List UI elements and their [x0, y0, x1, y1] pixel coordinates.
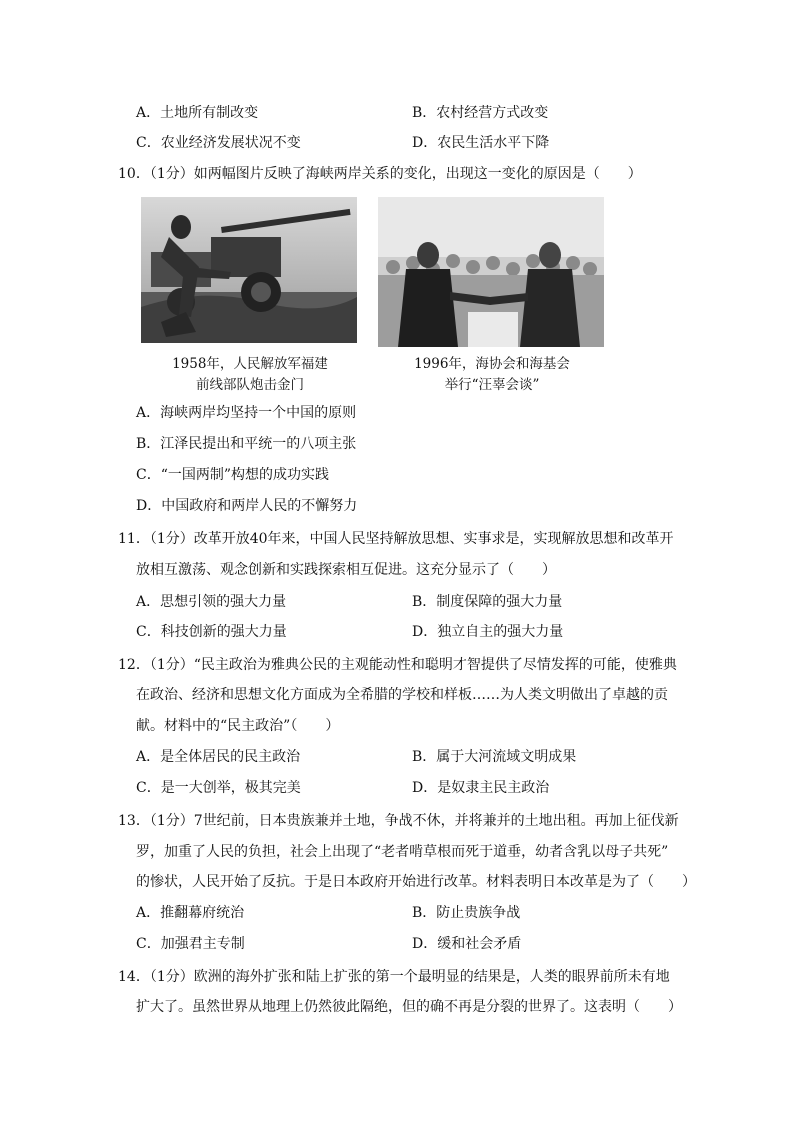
- caption-left: [160, 354, 340, 396]
- q10-option-d: D．中国政府和两岸人民的不懈努力: [136, 498, 358, 514]
- q12-stem-line-1: 12．（1分）“民主政治为雅典公民的主观能动性和聪明才智提供了尽情发挥的可能，使雅典: [118, 657, 677, 673]
- q10-stem: 10．（1分）如两幅图片反映了海峡两岸关系的变化，出现这一变化的原因是（ ）: [118, 166, 642, 182]
- caption-right: [402, 354, 582, 396]
- q14-stem-line-2: 扩大了。虽然世界从地理上仍然彼此隔绝，但的确不再是分裂的世界了。这表明（ ）: [136, 999, 682, 1015]
- q10-option-a: A．海峡两岸均坚持一个中国的原则: [136, 405, 357, 421]
- q9-option-a: A．土地所有制改变: [136, 105, 259, 121]
- q12-stem-line-2: 在政治、经济和思想文化方面成为全希腊的学校和样板……为人类文明做出了卓越的贡: [136, 687, 668, 703]
- caption-right-line-1: 1996年，海协会和海基会: [414, 356, 570, 372]
- q12-option-b: B．属于大河流域文明成果: [412, 749, 577, 765]
- q13-option-a: A．推翻幕府统治: [136, 905, 245, 921]
- q12-option-c: C．是一大创举，极其完美: [136, 780, 301, 796]
- q13-option-d: D．缓和社会矛盾: [412, 936, 522, 952]
- q9-option-b: B．农村经营方式改变: [412, 105, 549, 121]
- q11-option-a: A．思想引领的强大力量: [136, 594, 287, 610]
- caption-left-line-2: 前线部队炮击金门: [196, 377, 304, 393]
- q12-option-a: A．是全体居民的民主政治: [136, 749, 301, 765]
- q9-option-d: D．农民生活水平下降: [412, 135, 550, 151]
- q11-stem-line-2: 放相互激荡、观念创新和实践探索相互促进。这充分显示了（ ）: [136, 562, 556, 578]
- q13-option-c: C．加强君主专制: [136, 936, 245, 952]
- q14-stem-line-1: 14．（1分）欧洲的海外扩张和陆上扩张的第一个最明显的结果是，人类的眼界前所未有地: [118, 969, 670, 985]
- q12-stem-line-3: 献。材料中的“民主政治”（ ）: [136, 718, 340, 734]
- q11-option-c: C．科技创新的强大力量: [136, 624, 287, 640]
- photo-wang-koo-talks: [378, 197, 604, 347]
- caption-right-line-2: 举行“汪辜会谈”: [444, 377, 540, 393]
- q9-option-c: C．农业经济发展状况不变: [136, 135, 301, 151]
- q11-stem-line-1: 11．（1分）改革开放40年来，中国人民坚持解放思想、实事求是，实现解放思想和改革开: [118, 531, 674, 547]
- q12-option-d: D．是奴隶主民主政治: [412, 780, 550, 796]
- caption-left-line-1: 1958年，人民解放军福建: [172, 356, 328, 372]
- q13-option-b: B．防止贵族争战: [412, 905, 521, 921]
- q11-option-b: B．制度保障的强大力量: [412, 594, 563, 610]
- q10-option-c: C．“一国两制”构想的成功实践: [136, 467, 330, 483]
- q13-stem-line-1: 13．（1分）7世纪前，日本贵族兼并土地，争战不休，并将兼并的土地出租。再加上征伐新: [118, 813, 679, 829]
- q13-stem-line-2: 罗，加重了人民的负担，社会上出现了“老者啃草根而死于道垂，幼者含乳以母子共死”: [136, 844, 669, 860]
- q13-stem-line-3: 的惨状，人民开始了反抗。于是日本政府开始进行改革。材料表明日本改革是为了（ ）: [136, 874, 696, 890]
- q11-option-d: D．独立自主的强大力量: [412, 624, 564, 640]
- q10-option-b: B．江泽民提出和平统一的八项主张: [136, 436, 357, 452]
- photo-kinmen-bombardment: [141, 197, 357, 343]
